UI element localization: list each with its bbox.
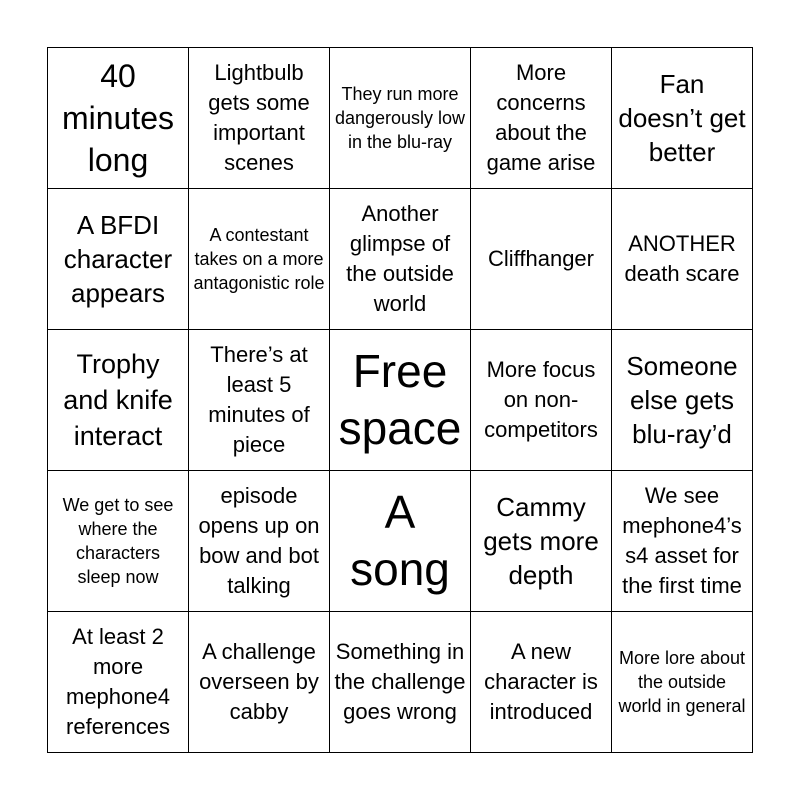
bingo-cell-text: More focus on non-competitors — [484, 357, 598, 442]
bingo-cell-free-space[interactable] — [330, 330, 471, 471]
bingo-cell-1-2[interactable] — [189, 48, 330, 189]
bingo-cell-3-1[interactable] — [48, 330, 189, 471]
bingo-cell-5-5[interactable] — [612, 612, 753, 753]
bingo-cell-text: There’s at least 5 minutes of piece — [208, 342, 310, 457]
bingo-cell-4-1[interactable] — [48, 471, 189, 612]
bingo-cell-1-3[interactable] — [330, 48, 471, 189]
bingo-cell-3-4[interactable] — [471, 330, 612, 471]
bingo-cell-text: We see mephone4’s s4 asset for the first time — [622, 483, 742, 598]
bingo-cell-text: We get to see where the characters sleep now — [62, 495, 174, 587]
bingo-cell-4-3[interactable] — [330, 471, 471, 612]
bingo-cell-text: A song — [350, 486, 450, 595]
bingo-cell-text: Fan doesn’t get better — [618, 69, 746, 167]
bingo-cell-text: At least 2 more mephone4 references — [66, 624, 170, 739]
bingo-cell-text: 40 minutes long — [61, 58, 175, 178]
bingo-cell-text: Cammy gets more depth — [483, 492, 599, 590]
bingo-cell-4-5[interactable] — [612, 471, 753, 612]
bingo-cell-text: episode opens up on bow and bot talking — [198, 483, 320, 598]
bingo-cell-text: A new character is introduced — [484, 639, 598, 724]
bingo-cell-3-5[interactable] — [612, 330, 753, 471]
bingo-cell-text: Cliffhanger — [488, 246, 594, 271]
bingo-board — [47, 47, 753, 753]
bingo-cell-text: A BFDI character appears — [63, 210, 173, 308]
bingo-cell-2-1[interactable] — [48, 189, 189, 330]
bingo-cell-5-1[interactable] — [48, 612, 189, 753]
bingo-cell-text: Trophy and knife interact — [63, 349, 173, 451]
bingo-cell-5-4[interactable] — [471, 612, 612, 753]
bingo-cell-text: Another glimpse of the outside world — [346, 201, 454, 316]
bingo-cell-text: More concerns about the game arise — [486, 60, 596, 175]
bingo-cell-text: A contestant takes on a more antagonistic role — [193, 225, 325, 293]
bingo-cell-5-2[interactable] — [189, 612, 330, 753]
bingo-cell-1-4[interactable] — [471, 48, 612, 189]
bingo-cell-text: Free space — [338, 345, 462, 454]
bingo-cell-1-5[interactable] — [612, 48, 753, 189]
bingo-cell-2-3[interactable] — [330, 189, 471, 330]
bingo-cell-text: ANOTHER death scare — [624, 231, 740, 286]
bingo-cell-text: Something in the challenge goes wrong — [334, 639, 466, 724]
bingo-cell-text: Someone else gets blu-ray’d — [626, 351, 738, 449]
bingo-cell-text: A challenge overseen by cabby — [199, 639, 319, 724]
bingo-cell-4-4[interactable] — [471, 471, 612, 612]
bingo-cell-4-2[interactable] — [189, 471, 330, 612]
bingo-cell-1-1[interactable] — [48, 48, 189, 189]
bingo-cell-2-5[interactable] — [612, 189, 753, 330]
bingo-cell-text: They run more dangerously low in the blu-ray — [334, 84, 466, 152]
bingo-cell-text: Lightbulb gets some important scenes — [208, 60, 310, 175]
bingo-cell-2-4[interactable] — [471, 189, 612, 330]
bingo-cell-5-3[interactable] — [330, 612, 471, 753]
bingo-cell-text: More lore about the outside world in general — [618, 648, 746, 716]
bingo-cell-2-2[interactable] — [189, 189, 330, 330]
bingo-cell-3-2[interactable] — [189, 330, 330, 471]
